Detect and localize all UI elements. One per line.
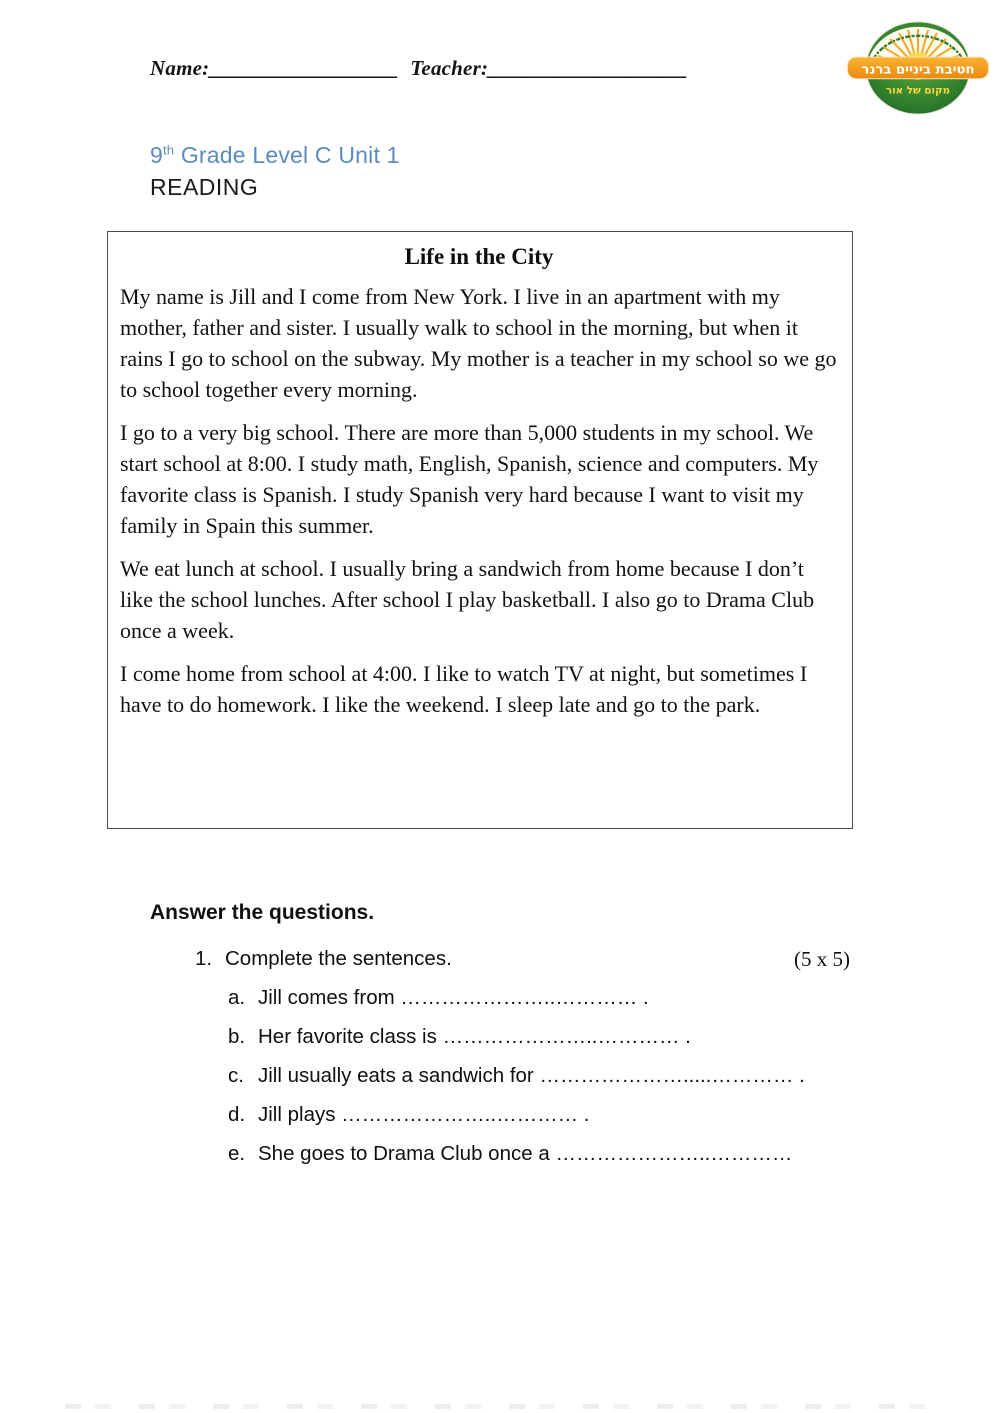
question-1c-letter: c. bbox=[228, 1064, 244, 1087]
grade-ordinal: th bbox=[163, 142, 175, 158]
question-1b-prompt: Her favorite class is bbox=[258, 1025, 437, 1048]
answer-blank-b[interactable]: …………………..………… . bbox=[442, 1025, 691, 1048]
passage-paragraph-3: We eat lunch at school. I usually bring a sandwich from home because I don’t like the school lunches. After school I play basketball. I also go to Drama Club once a week. bbox=[120, 556, 815, 643]
teacher-input-blank[interactable]: ___________________ bbox=[488, 56, 688, 80]
question-1-points: (5 x 5) bbox=[794, 947, 850, 971]
passage-title: Life in the City bbox=[404, 244, 554, 269]
page-edge-artifact bbox=[65, 1404, 945, 1409]
question-1e-prompt: She goes to Drama Club once a bbox=[258, 1142, 550, 1165]
question-1c-prompt: Jill usually eats a sandwich for bbox=[258, 1064, 534, 1087]
question-1d bbox=[228, 1103, 850, 1127]
question-1a-letter: a. bbox=[228, 986, 246, 1009]
name-input-blank[interactable]: __________________ bbox=[209, 56, 399, 80]
school-logo-badge bbox=[844, 13, 992, 115]
grade-number: 9 bbox=[150, 142, 163, 168]
unit-title-rest: Grade Level C Unit 1 bbox=[174, 142, 400, 168]
question-1-number: 1. bbox=[195, 947, 213, 970]
question-1b-letter: b. bbox=[228, 1025, 246, 1048]
question-1d-text bbox=[258, 1103, 589, 1127]
header-name-teacher bbox=[150, 56, 710, 81]
question-1b bbox=[228, 1025, 850, 1049]
teacher-label: Teacher: bbox=[410, 56, 489, 80]
questions-heading: Answer the questions. bbox=[150, 901, 375, 924]
question-1a-text bbox=[258, 986, 649, 1010]
answer-blank-e[interactable]: …………………..………… bbox=[555, 1142, 793, 1165]
section-title-reading: READING bbox=[150, 173, 259, 200]
question-1-text: Complete the sentences. bbox=[225, 947, 452, 970]
question-1b-text bbox=[258, 1025, 691, 1049]
question-1c-text bbox=[258, 1064, 805, 1088]
answer-blank-d[interactable]: …………………..………… . bbox=[341, 1103, 590, 1126]
question-1c bbox=[228, 1064, 850, 1088]
question-1 bbox=[195, 947, 850, 971]
answer-blank-c[interactable]: ………………….....………… . bbox=[539, 1064, 805, 1087]
question-1e-text bbox=[258, 1142, 792, 1166]
passage-paragraph-2: I go to a very big school. There are more than 5,000 students in my school. We start school at 8:00. I study math, English, Spanish, science and computers. My favorite class is Spanish. I study Spanish very hard because I want to visit my family in Spain this summer. bbox=[120, 420, 819, 538]
question-1d-letter: d. bbox=[228, 1103, 246, 1126]
passage-paragraph-1: My name is Jill and I come from New York. I live in an apartment with my mother, father and sister. I usually walk to school in the morning, but when it rains I go to school on the subway. My mother is a teacher in my school so we go to school together every morning. bbox=[120, 284, 837, 402]
question-1e bbox=[228, 1142, 850, 1166]
school-logo bbox=[844, 13, 992, 115]
logo-subtitle-text: מקום של אור bbox=[885, 84, 951, 97]
unit-title bbox=[150, 141, 400, 170]
question-1a-prompt: Jill comes from bbox=[258, 986, 395, 1009]
name-label: Name: bbox=[150, 56, 210, 80]
passage-paragraph-4: I come home from school at 4:00. I like to watch TV at night, but sometimes I have to do homework. I like the weekend. I sleep late and go to the park. bbox=[120, 661, 808, 717]
reading-passage-box bbox=[107, 231, 853, 829]
answer-blank-a[interactable]: …………………..………… . bbox=[400, 986, 649, 1009]
question-1d-prompt: Jill plays bbox=[258, 1103, 336, 1126]
question-1a bbox=[228, 986, 850, 1010]
question-1e-letter: e. bbox=[228, 1142, 246, 1165]
unit-heading bbox=[150, 141, 400, 202]
questions-section bbox=[150, 901, 850, 1166]
logo-banner-text: חטיבת ביניים ברנר bbox=[861, 62, 975, 78]
